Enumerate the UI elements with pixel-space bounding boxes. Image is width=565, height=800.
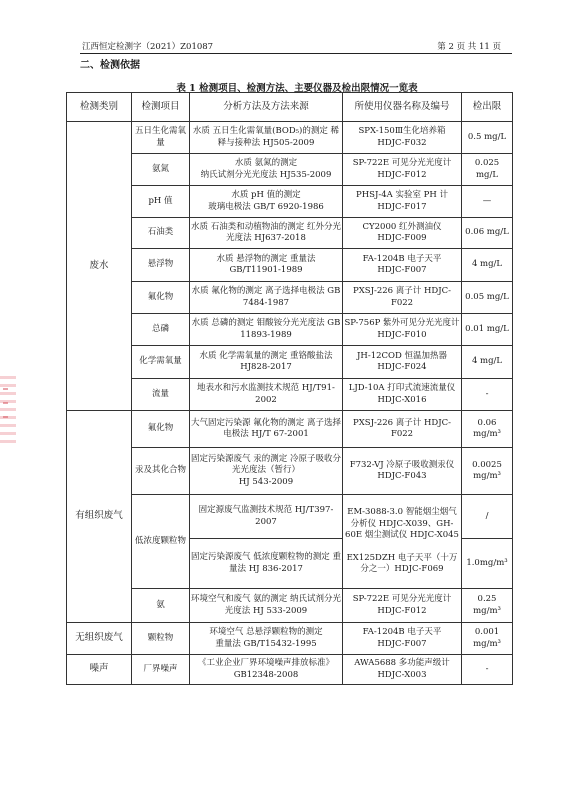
table-row bbox=[67, 495, 513, 539]
method-cell: 固定源废气监测技术规范 HJ/T397-2007 bbox=[190, 495, 343, 539]
limit-cell: — bbox=[462, 186, 513, 218]
item-name: 五日生化需氧量 bbox=[132, 122, 190, 154]
limit-cell: 4 mg/L bbox=[462, 249, 513, 282]
table-row bbox=[67, 249, 513, 282]
method-cell: 环境空气和废气 氨的测定 纳氏试剂分光光度法 HJ 533-2009 bbox=[190, 589, 343, 623]
detection-methods-table bbox=[66, 92, 513, 685]
instrument-cell: AWA5688 多功能声级计 HDJC-X003 bbox=[343, 655, 462, 685]
header-instrument: 所使用仪器名称及编号 bbox=[343, 93, 462, 122]
method-cell: 水质 五日生化需氧量(BOD₅)的测定 稀释与接种法 HJ505-2009 bbox=[190, 122, 343, 154]
table-row bbox=[67, 448, 513, 495]
instrument-cell: FA-1204B 电子天平 HDJC-F007 bbox=[343, 623, 462, 655]
edge-stain-mark bbox=[3, 388, 8, 390]
method-cell: 《工业企业厂界环境噪声排放标准》GB12348-2008 bbox=[190, 655, 343, 685]
method-cell: 水质 石油类和动植物油的测定 红外分光光度法 HJ637-2018 bbox=[190, 218, 343, 249]
limit-cell: - bbox=[462, 655, 513, 685]
edge-stain-mark bbox=[3, 402, 8, 404]
item-name: 氨氮 bbox=[132, 154, 190, 186]
item-name: 悬浮物 bbox=[132, 249, 190, 282]
item-name: 石油类 bbox=[132, 218, 190, 249]
item-name: 汞及其化合物 bbox=[132, 448, 190, 495]
table-row bbox=[67, 411, 513, 448]
instrument-cell: CY2000 红外测油仪 HDJC-F009 bbox=[343, 218, 462, 249]
instrument-cell: PXSJ-226 离子计 HDJC-F022 bbox=[343, 282, 462, 314]
item-name: pH 值 bbox=[132, 186, 190, 218]
limit-cell: 0.0025 mg/m³ bbox=[462, 448, 513, 495]
table-row bbox=[67, 154, 513, 186]
limit-cell: - bbox=[462, 379, 513, 411]
header-item: 检测项目 bbox=[132, 93, 190, 122]
item-name: 氟化物 bbox=[132, 411, 190, 448]
method-cell: 水质 pH 值的测定 玻璃电极法 GB/T 6920-1986 bbox=[190, 186, 343, 218]
header-rule bbox=[80, 53, 512, 54]
table-row bbox=[67, 655, 513, 685]
item-name: 氨 bbox=[132, 589, 190, 623]
instrument-cell: JH-12COD 恒温加热器 HDJC-F024 bbox=[343, 346, 462, 379]
limit-cell: 0.01 mg/L bbox=[462, 314, 513, 346]
method-cell: 水质 总磷的测定 钼酸铵分光光度法 GB 11893-1989 bbox=[190, 314, 343, 346]
table-row bbox=[67, 186, 513, 218]
method-cell: 固定污染源废气 低浓度颗粒物的测定 重量法 HJ 836-2017 bbox=[190, 539, 343, 589]
item-name: 厂界噪声 bbox=[132, 655, 190, 685]
document-number: 江西恒定检测字（2021）Z01087 bbox=[82, 42, 214, 52]
table-row bbox=[67, 623, 513, 655]
instrument-cell: SPX-150Ⅲ生化培养箱 HDJC-F032 bbox=[343, 122, 462, 154]
instrument-line: EX125DZH 电子天平（十万分之一）HDJC-F069 bbox=[346, 552, 458, 575]
header-limit: 检出限 bbox=[462, 93, 513, 122]
edge-stain-mark bbox=[0, 376, 16, 444]
method-cell: 大气固定污染源 氟化物的测定 离子选择电极法 HJ/T 67-2001 bbox=[190, 411, 343, 448]
instrument-cell: PXSJ-226 离子计 HDJC-F022 bbox=[343, 411, 462, 448]
limit-cell: 4 mg/L bbox=[462, 346, 513, 379]
limit-cell: 0.5 mg/L bbox=[462, 122, 513, 154]
category-noise: 噪声 bbox=[67, 655, 132, 685]
instrument-line: EM-3088-3.0 智能烟尘烟气分析仪 HDJC-X039、GH-60E 烟尘测试仪 HDJC-X045 bbox=[345, 507, 459, 541]
table-row bbox=[67, 282, 513, 314]
instrument-cell: SP-722E 可见分光光度计 HDJC-F012 bbox=[343, 154, 462, 186]
item-name: 化学需氧量 bbox=[132, 346, 190, 379]
item-name: 低浓度颗粒物 bbox=[132, 495, 190, 589]
category-unorganized-gas: 无组织废气 bbox=[67, 623, 132, 655]
method-cell: 水质 化学需氧量的测定 重铬酸盐法 HJ828-2017 bbox=[190, 346, 343, 379]
page-number: 第 2 页 共 11 页 bbox=[437, 42, 501, 52]
table-caption: 表 1 检测项目、检测方法、主要仪器及检出限情况一览表 bbox=[176, 83, 418, 94]
method-cell: 环境空气 总悬浮颗粒物的测定 重量法 GB/T15432-1995 bbox=[190, 623, 343, 655]
limit-cell: 0.06 mg/m³ bbox=[462, 411, 513, 448]
item-name: 流量 bbox=[132, 379, 190, 411]
method-cell: 地表水和污水监测技术规范 HJ/T91-2002 bbox=[190, 379, 343, 411]
item-name: 总磷 bbox=[132, 314, 190, 346]
table-row bbox=[67, 218, 513, 249]
table-header-row bbox=[67, 93, 513, 122]
section-title: 二、检测依据 bbox=[80, 60, 140, 71]
table-row bbox=[67, 346, 513, 379]
limit-cell: 1.0mg/m³ bbox=[462, 539, 513, 589]
instrument-cell: PHSJ-4A 实验室 PH 计 HDJC-F017 bbox=[343, 186, 462, 218]
item-name: 氟化物 bbox=[132, 282, 190, 314]
instrument-cell: LJD-10A 打印式流速流量仪 HDJC-X016 bbox=[343, 379, 462, 411]
edge-stain-mark bbox=[3, 416, 8, 418]
instrument-cell bbox=[343, 495, 462, 589]
instrument-cell: F732-VJ 冷原子吸收测汞仪 HDJC-F043 bbox=[343, 448, 462, 495]
limit-cell: 0.025 mg/L bbox=[462, 154, 513, 186]
item-name: 颗粒物 bbox=[132, 623, 190, 655]
method-cell: 水质 悬浮物的测定 重量法 GB/T11901-1989 bbox=[190, 249, 343, 282]
table-row bbox=[67, 314, 513, 346]
table-row bbox=[67, 589, 513, 623]
method-cell: 固定污染源废气 汞的测定 冷原子吸收分光光度法（暂行） HJ 543-2009 bbox=[190, 448, 343, 495]
limit-cell: / bbox=[462, 495, 513, 539]
header-category: 检测类别 bbox=[67, 93, 132, 122]
category-organized-gas: 有组织废气 bbox=[67, 411, 132, 623]
limit-cell: 0.05 mg/L bbox=[462, 282, 513, 314]
method-cell: 水质 氨氮的测定 纳氏试剂分光光度法 HJ535-2009 bbox=[190, 154, 343, 186]
table-row bbox=[67, 379, 513, 411]
instrument-cell: FA-1204B 电子天平 HDJC-F007 bbox=[343, 249, 462, 282]
instrument-cell: SP-722E 可见分光光度计 HDJC-F012 bbox=[343, 589, 462, 623]
limit-cell: 0.25 mg/m³ bbox=[462, 589, 513, 623]
limit-cell: 0.001 mg/m³ bbox=[462, 623, 513, 655]
method-cell: 水质 氟化物的测定 离子选择电极法 GB 7484-1987 bbox=[190, 282, 343, 314]
header-method: 分析方法及方法来源 bbox=[190, 93, 343, 122]
table-row bbox=[67, 122, 513, 154]
limit-cell: 0.06 mg/L bbox=[462, 218, 513, 249]
category-wastewater: 废水 bbox=[67, 122, 132, 411]
instrument-cell: SP-756P 紫外可见分光光度计 HDJC-F010 bbox=[343, 314, 462, 346]
